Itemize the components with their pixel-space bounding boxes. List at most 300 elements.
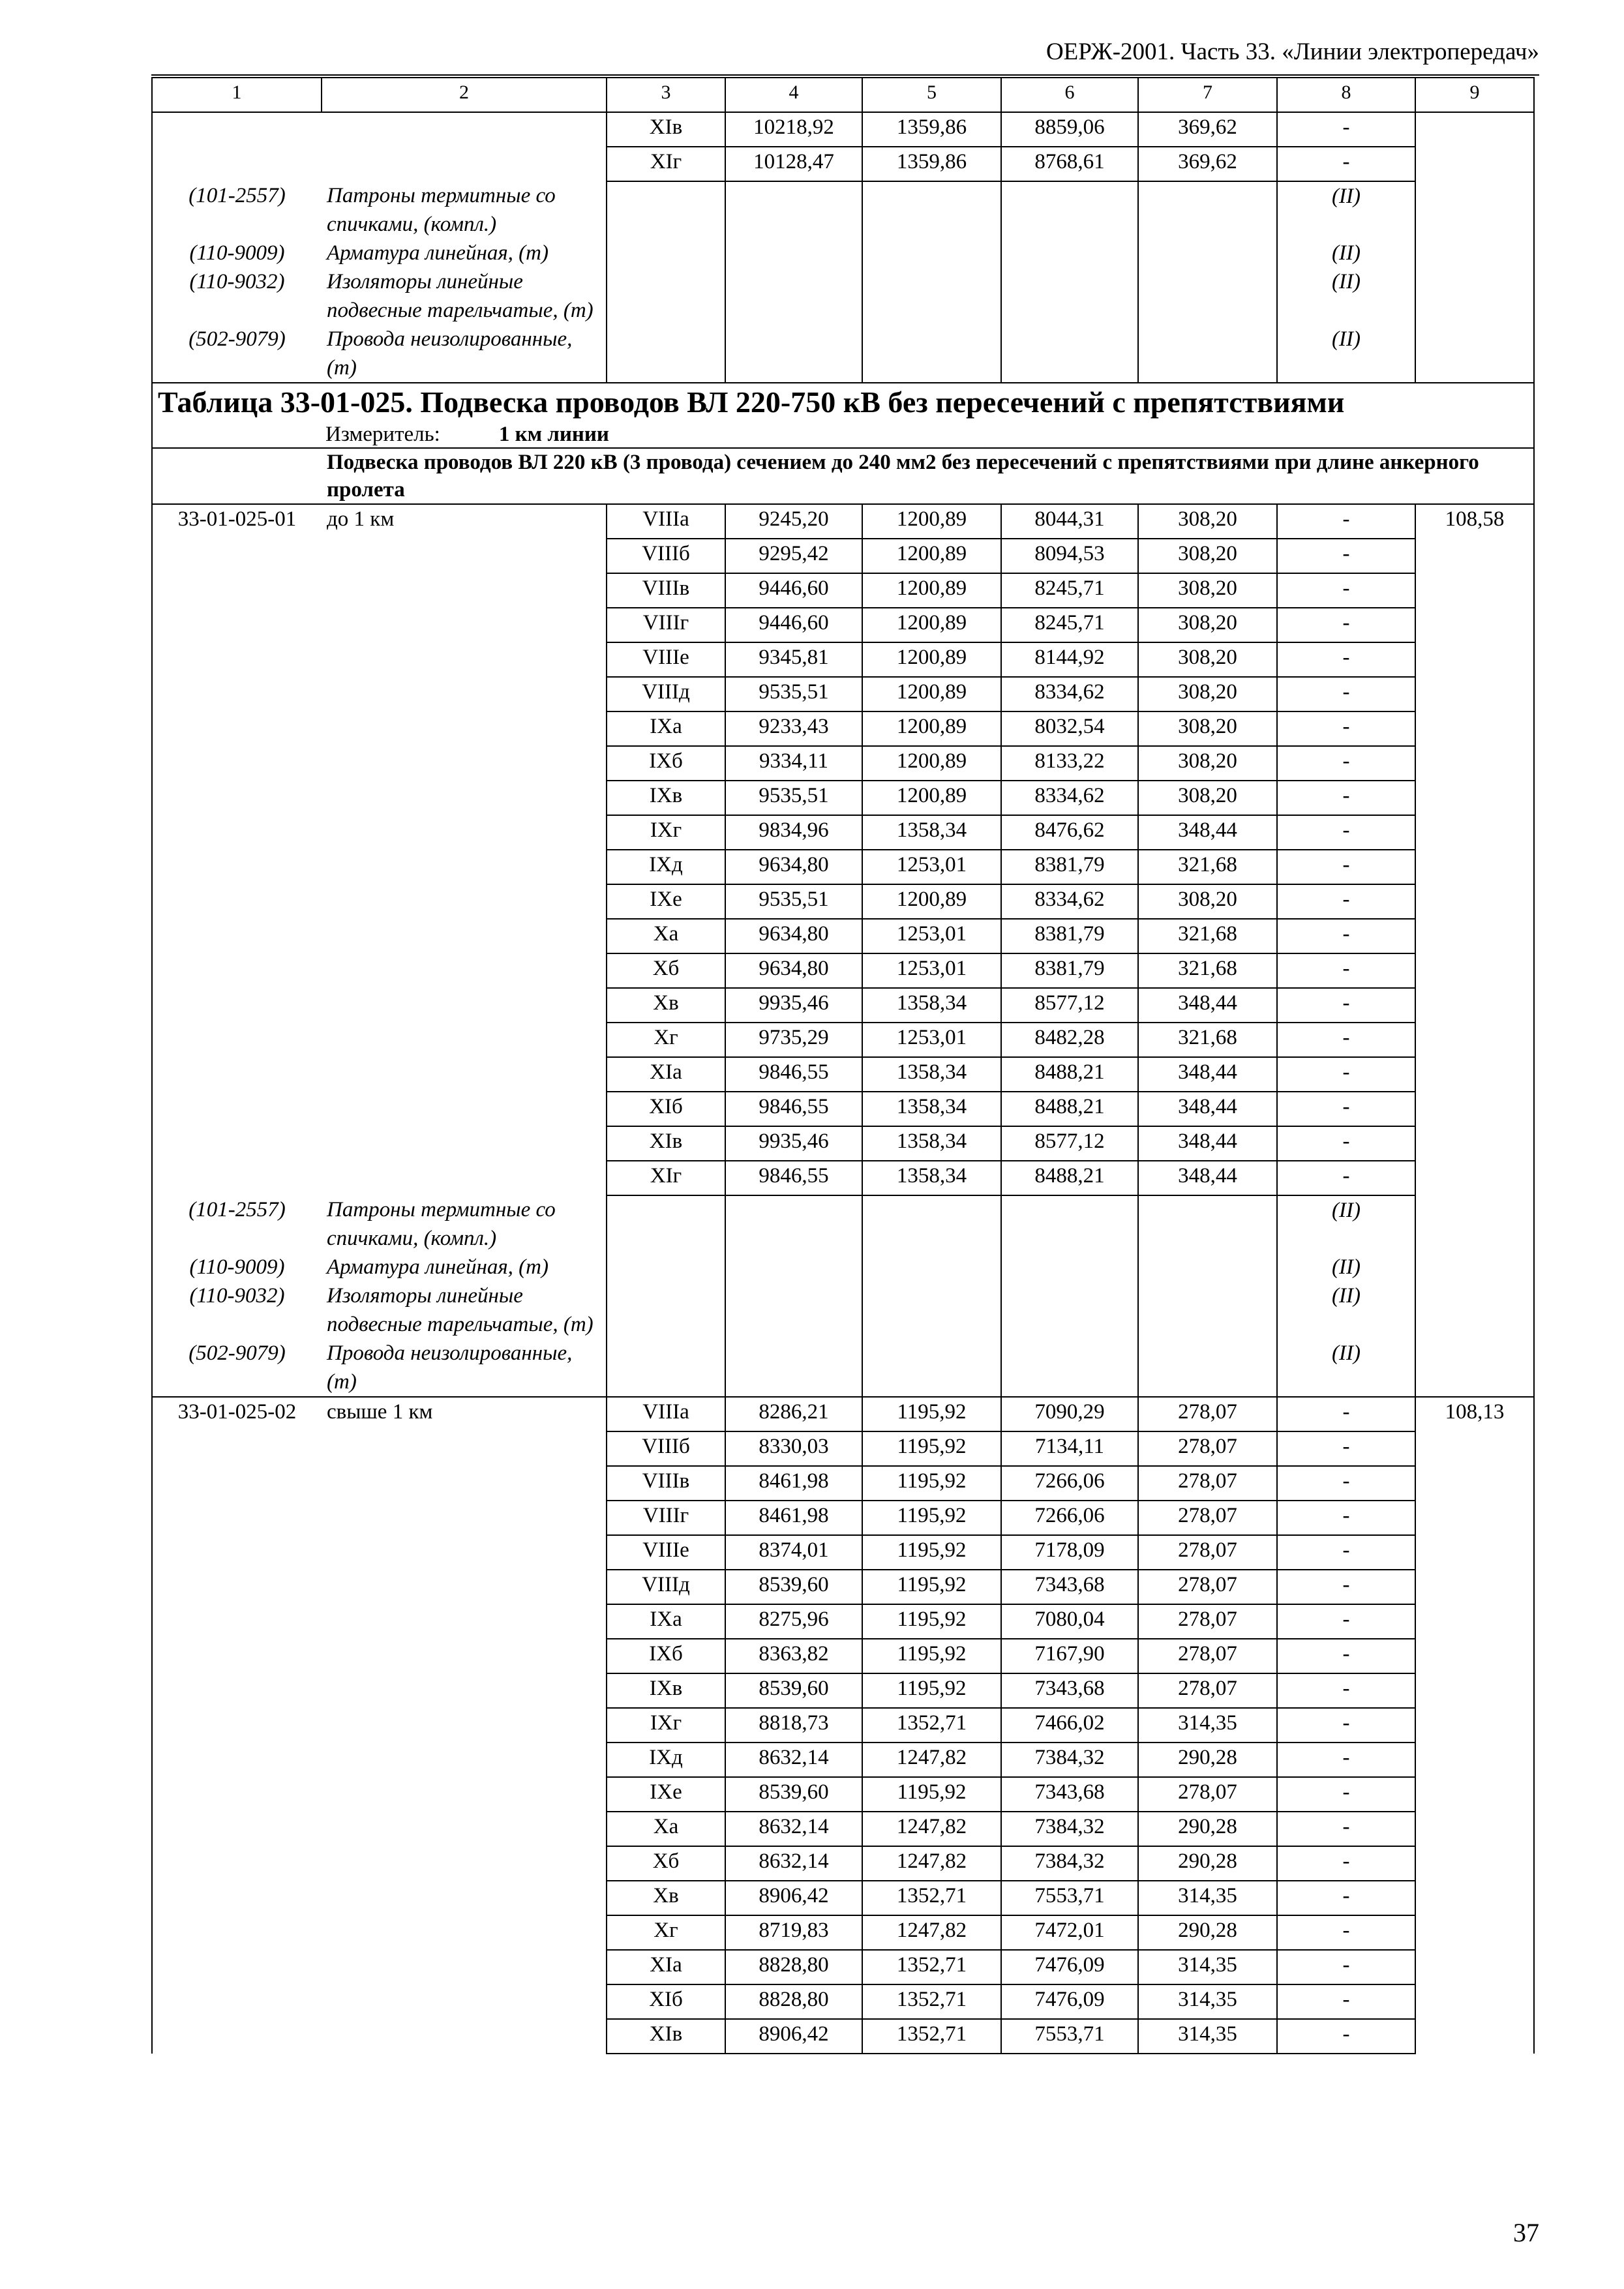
value-cell: -: [1277, 1639, 1415, 1673]
category-cell: Xа: [607, 919, 725, 953]
unit-value: 1 км линии: [498, 423, 609, 446]
table-row: [152, 504, 1534, 539]
value-cell: 369,62: [1138, 112, 1277, 147]
value-cell: 8859,06: [1001, 112, 1138, 147]
category-cell: VIIIа: [607, 1397, 725, 1431]
running-header: ОЕРЖ-2001. Часть 33. «Линии электропередач»: [1045, 38, 1539, 65]
value-cell: 8768,61: [1001, 147, 1138, 181]
category-cell: Xв: [607, 1881, 725, 1915]
value-cell: 1358,34: [862, 1092, 1001, 1126]
value-cell: -: [1277, 1501, 1415, 1535]
material-row: [152, 325, 1534, 383]
value-cell: 1200,89: [862, 608, 1001, 642]
material-name: Провода неизолированные, (т): [322, 325, 607, 383]
header-rule: [151, 74, 1539, 76]
value-cell: 8461,98: [725, 1501, 862, 1535]
value-cell: 9846,55: [725, 1161, 862, 1195]
material-name: Изоляторы линейные подвесные тарельчатые, (т): [322, 1281, 607, 1339]
value-cell: 278,07: [1138, 1535, 1277, 1570]
category-cell: XIг: [607, 147, 725, 181]
category-cell: IXе: [607, 884, 725, 919]
value-cell: 7553,71: [1001, 2019, 1138, 2054]
value-cell: 1253,01: [862, 953, 1001, 988]
value-cell: 1195,92: [862, 1431, 1001, 1466]
value-cell: 1247,82: [862, 1846, 1001, 1881]
value-cell: 314,35: [1138, 1950, 1277, 1984]
value-cell: -: [1277, 573, 1415, 608]
value-cell: 7466,02: [1001, 1708, 1138, 1743]
column-number-row: [152, 78, 1534, 112]
value-cell: 7476,09: [1001, 1984, 1138, 2019]
value-cell: 369,62: [1138, 147, 1277, 181]
value-cell: -: [1277, 1812, 1415, 1846]
value-cell: 8577,12: [1001, 988, 1138, 1023]
value-cell: 9345,81: [725, 642, 862, 677]
category-cell: VIIIд: [607, 1570, 725, 1604]
value-cell: 1195,92: [862, 1397, 1001, 1431]
column-number: 3: [607, 78, 725, 112]
value-cell: 7178,09: [1001, 1535, 1138, 1570]
value-cell: -: [1277, 1092, 1415, 1126]
material-code: (101-2557): [152, 181, 322, 239]
material-name: Патроны термитные со спичками, (компл.): [322, 1195, 607, 1253]
material-code: (502-9079): [152, 1339, 322, 1397]
value-cell: 8632,14: [725, 1812, 862, 1846]
material-name: Арматура линейная, (т): [322, 239, 607, 267]
column-number: 9: [1415, 78, 1534, 112]
value-cell: 8539,60: [725, 1673, 862, 1708]
value-cell: 8133,22: [1001, 746, 1138, 781]
category-cell: VIIIе: [607, 1535, 725, 1570]
value-cell: 278,07: [1138, 1501, 1277, 1535]
value-cell: 308,20: [1138, 746, 1277, 781]
value-cell: 7343,68: [1001, 1777, 1138, 1812]
material-row: [152, 1253, 1534, 1281]
value-cell: 321,68: [1138, 953, 1277, 988]
value-cell: 10128,47: [725, 147, 862, 181]
value-cell: 1358,34: [862, 1126, 1001, 1161]
value-cell: 8632,14: [725, 1846, 862, 1881]
category-cell: XIв: [607, 112, 725, 147]
material-code: (101-2557): [152, 1195, 322, 1253]
category-cell: IXа: [607, 711, 725, 746]
value-cell: 7080,04: [1001, 1604, 1138, 1639]
value-cell: 1253,01: [862, 919, 1001, 953]
value-cell: 9846,55: [725, 1057, 862, 1092]
category-cell: XIг: [607, 1161, 725, 1195]
value-cell: -: [1277, 884, 1415, 919]
category-cell: VIIIб: [607, 1431, 725, 1466]
value-cell: 8719,83: [725, 1915, 862, 1950]
category-cell: IXд: [607, 850, 725, 884]
section-heading: Подвеска проводов ВЛ 220 кВ (3 провода) сечением до 240 мм2 без пересечений с препятствиями при длине анкерного пролета: [322, 448, 1534, 504]
value-cell: -: [1277, 1057, 1415, 1092]
position-code: 33-01-025-02: [152, 1397, 322, 2054]
value-cell: 290,28: [1138, 1812, 1277, 1846]
column-number: 2: [322, 78, 607, 112]
value-cell: 1352,71: [862, 2019, 1001, 2054]
value-cell: -: [1277, 1950, 1415, 1984]
material-name: Арматура линейная, (т): [322, 1253, 607, 1281]
column-number: 6: [1001, 78, 1138, 112]
value-cell: 9735,29: [725, 1023, 862, 1057]
value-cell: -: [1277, 1673, 1415, 1708]
category-cell: IXд: [607, 1743, 725, 1777]
value-cell: 7553,71: [1001, 1881, 1138, 1915]
material-mark: (II): [1277, 1253, 1415, 1281]
category-cell: VIIIв: [607, 573, 725, 608]
category-cell: IXг: [607, 815, 725, 850]
value-cell: 7384,32: [1001, 1812, 1138, 1846]
value-cell: 7343,68: [1001, 1570, 1138, 1604]
material-code: (110-9009): [152, 1253, 322, 1281]
value-cell: 8334,62: [1001, 781, 1138, 815]
table-row: [152, 112, 1534, 147]
value-cell: 1358,34: [862, 1057, 1001, 1092]
unit-of-measure: [158, 421, 1528, 447]
value-cell: 9634,80: [725, 919, 862, 953]
value-cell: 314,35: [1138, 1881, 1277, 1915]
value-cell: 7090,29: [1001, 1397, 1138, 1431]
value-cell: 321,68: [1138, 1023, 1277, 1057]
value-cell: -: [1277, 1397, 1415, 1431]
value-cell: 1195,92: [862, 1535, 1001, 1570]
value-cell: 278,07: [1138, 1639, 1277, 1673]
value-cell: 8381,79: [1001, 850, 1138, 884]
value-cell: 9245,20: [725, 504, 862, 539]
value-cell: 314,35: [1138, 1984, 1277, 2019]
value-cell: -: [1277, 1708, 1415, 1743]
category-cell: IXб: [607, 1639, 725, 1673]
value-cell: 9846,55: [725, 1092, 862, 1126]
category-cell: VIIIв: [607, 1466, 725, 1501]
value-cell: 1352,71: [862, 1708, 1001, 1743]
category-cell: IXв: [607, 1673, 725, 1708]
value-cell: -: [1277, 850, 1415, 884]
value-cell: 9446,60: [725, 608, 862, 642]
category-cell: IXе: [607, 1777, 725, 1812]
category-cell: VIIIб: [607, 539, 725, 573]
material-mark: (II): [1277, 1195, 1415, 1253]
value-cell: -: [1277, 504, 1415, 539]
material-row: [152, 239, 1534, 267]
value-cell: 7266,06: [1001, 1466, 1138, 1501]
value-cell: 9935,46: [725, 1126, 862, 1161]
column-number: 4: [725, 78, 862, 112]
value-cell: 1200,89: [862, 573, 1001, 608]
material-code: (502-9079): [152, 325, 322, 383]
value-cell: 308,20: [1138, 884, 1277, 919]
material-mark: (II): [1277, 239, 1415, 267]
value-cell: 314,35: [1138, 2019, 1277, 2054]
value-cell: 278,07: [1138, 1466, 1277, 1501]
value-cell: 8828,80: [725, 1950, 862, 1984]
value-cell: 308,20: [1138, 677, 1277, 711]
column-number: 7: [1138, 78, 1277, 112]
value-cell: 1352,71: [862, 1881, 1001, 1915]
value-cell: 348,44: [1138, 1126, 1277, 1161]
material-name: Изоляторы линейные подвесные тарельчатые, (т): [322, 267, 607, 325]
value-cell: 9233,43: [725, 711, 862, 746]
category-cell: XIб: [607, 1092, 725, 1126]
value-cell: -: [1277, 1466, 1415, 1501]
value-cell: 8245,71: [1001, 573, 1138, 608]
norms-table: [151, 77, 1535, 2054]
value-cell: 308,20: [1138, 608, 1277, 642]
value-cell: 1195,92: [862, 1639, 1001, 1673]
value-cell: 7266,06: [1001, 1501, 1138, 1535]
category-cell: IXа: [607, 1604, 725, 1639]
value-cell: 1247,82: [862, 1743, 1001, 1777]
category-cell: IXб: [607, 746, 725, 781]
value-cell: 9535,51: [725, 884, 862, 919]
category-cell: VIIIа: [607, 504, 725, 539]
value-cell: 8906,42: [725, 2019, 862, 2054]
value-cell: 278,07: [1138, 1604, 1277, 1639]
value-cell: 8245,71: [1001, 608, 1138, 642]
value-cell: 8032,54: [1001, 711, 1138, 746]
value-cell: 1195,92: [862, 1501, 1001, 1535]
value-cell: 8828,80: [725, 1984, 862, 2019]
table-title: Таблица 33-01-025. Подвеска проводов ВЛ 220-750 кВ без пересечений с препятствиями: [158, 385, 1345, 419]
value-cell: 1247,82: [862, 1915, 1001, 1950]
total-cell: 108,13: [1415, 1397, 1534, 2054]
value-cell: 348,44: [1138, 1092, 1277, 1126]
value-cell: 278,07: [1138, 1673, 1277, 1708]
value-cell: 8539,60: [725, 1777, 862, 1812]
category-cell: XIв: [607, 2019, 725, 2054]
value-cell: 7472,01: [1001, 1915, 1138, 1950]
value-cell: -: [1277, 1984, 1415, 2019]
page-number: 37: [1513, 2218, 1539, 2247]
material-mark: (II): [1277, 1339, 1415, 1397]
value-cell: 8374,01: [725, 1535, 862, 1570]
value-cell: 8488,21: [1001, 1161, 1138, 1195]
value-cell: 8381,79: [1001, 953, 1138, 988]
value-cell: 348,44: [1138, 1057, 1277, 1092]
value-cell: -: [1277, 1431, 1415, 1466]
total-cell: 108,58: [1415, 504, 1534, 1195]
value-cell: 1200,89: [862, 781, 1001, 815]
value-cell: 308,20: [1138, 573, 1277, 608]
value-cell: -: [1277, 1881, 1415, 1915]
value-cell: 1195,92: [862, 1466, 1001, 1501]
material-mark: (II): [1277, 325, 1415, 383]
category-cell: IXг: [607, 1708, 725, 1743]
value-cell: 278,07: [1138, 1777, 1277, 1812]
value-cell: -: [1277, 781, 1415, 815]
value-cell: -: [1277, 608, 1415, 642]
value-cell: -: [1277, 2019, 1415, 2054]
value-cell: -: [1277, 1570, 1415, 1604]
value-cell: 278,07: [1138, 1397, 1277, 1431]
category-cell: VIIIе: [607, 642, 725, 677]
value-cell: 8632,14: [725, 1743, 862, 1777]
category-cell: Xа: [607, 1812, 725, 1846]
material-code: (110-9032): [152, 1281, 322, 1339]
value-cell: 1358,34: [862, 988, 1001, 1023]
category-cell: XIа: [607, 1057, 725, 1092]
category-cell: XIа: [607, 1950, 725, 1984]
value-cell: 8330,03: [725, 1431, 862, 1466]
value-cell: 7167,90: [1001, 1639, 1138, 1673]
value-cell: 1352,71: [862, 1984, 1001, 2019]
category-cell: VIIIг: [607, 1501, 725, 1535]
value-cell: 1195,92: [862, 1777, 1001, 1812]
value-cell: 1247,82: [862, 1812, 1001, 1846]
category-cell: Xг: [607, 1023, 725, 1057]
material-name: Патроны термитные со спичками, (компл.): [322, 181, 607, 239]
value-cell: 8818,73: [725, 1708, 862, 1743]
section-heading-row: [152, 448, 1534, 504]
value-cell: 308,20: [1138, 642, 1277, 677]
value-cell: 348,44: [1138, 988, 1277, 1023]
value-cell: 7476,09: [1001, 1950, 1138, 1984]
value-cell: 9634,80: [725, 953, 862, 988]
value-cell: 9535,51: [725, 781, 862, 815]
value-cell: 1200,89: [862, 711, 1001, 746]
value-cell: 8044,31: [1001, 504, 1138, 539]
value-cell: 8334,62: [1001, 884, 1138, 919]
value-cell: 8906,42: [725, 1881, 862, 1915]
value-cell: 278,07: [1138, 1431, 1277, 1466]
value-cell: 278,07: [1138, 1570, 1277, 1604]
position-name: свыше 1 км: [322, 1397, 607, 2054]
value-cell: 1253,01: [862, 850, 1001, 884]
value-cell: 290,28: [1138, 1915, 1277, 1950]
category-cell: XIб: [607, 1984, 725, 2019]
value-cell: -: [1277, 1743, 1415, 1777]
material-row: [152, 1339, 1534, 1397]
table-title-row: [152, 383, 1534, 448]
category-cell: VIIIд: [607, 677, 725, 711]
value-cell: -: [1277, 1777, 1415, 1812]
value-cell: 290,28: [1138, 1846, 1277, 1881]
value-cell: 1200,89: [862, 884, 1001, 919]
value-cell: 290,28: [1138, 1743, 1277, 1777]
value-cell: 1200,89: [862, 677, 1001, 711]
value-cell: -: [1277, 677, 1415, 711]
value-cell: -: [1277, 1023, 1415, 1057]
table-row: [152, 1397, 1534, 1431]
value-cell: 321,68: [1138, 919, 1277, 953]
value-cell: -: [1277, 953, 1415, 988]
value-cell: 1200,89: [862, 539, 1001, 573]
value-cell: -: [1277, 1604, 1415, 1639]
value-cell: 8488,21: [1001, 1092, 1138, 1126]
value-cell: 7384,32: [1001, 1846, 1138, 1881]
value-cell: -: [1277, 147, 1415, 181]
value-cell: 9334,11: [725, 746, 862, 781]
value-cell: 1359,86: [862, 147, 1001, 181]
material-mark: (II): [1277, 267, 1415, 325]
value-cell: -: [1277, 919, 1415, 953]
value-cell: -: [1277, 746, 1415, 781]
value-cell: 9935,46: [725, 988, 862, 1023]
category-cell: IXв: [607, 781, 725, 815]
material-row: [152, 181, 1534, 239]
material-code: (110-9009): [152, 239, 322, 267]
value-cell: 1358,34: [862, 815, 1001, 850]
value-cell: 1200,89: [862, 642, 1001, 677]
material-code: (110-9032): [152, 267, 322, 325]
category-cell: Xв: [607, 988, 725, 1023]
value-cell: 8144,92: [1001, 642, 1138, 677]
value-cell: 8482,28: [1001, 1023, 1138, 1057]
value-cell: 9446,60: [725, 573, 862, 608]
value-cell: 1195,92: [862, 1604, 1001, 1639]
value-cell: -: [1277, 642, 1415, 677]
value-cell: -: [1277, 815, 1415, 850]
material-row: [152, 267, 1534, 325]
material-mark: (II): [1277, 1281, 1415, 1339]
value-cell: 308,20: [1138, 539, 1277, 573]
value-cell: 7343,68: [1001, 1673, 1138, 1708]
value-cell: 1352,71: [862, 1950, 1001, 1984]
value-cell: 8334,62: [1001, 677, 1138, 711]
value-cell: 8461,98: [725, 1466, 862, 1501]
value-cell: -: [1277, 711, 1415, 746]
value-cell: -: [1277, 1126, 1415, 1161]
value-cell: 8094,53: [1001, 539, 1138, 573]
value-cell: 9295,42: [725, 539, 862, 573]
category-cell: Xб: [607, 1846, 725, 1881]
value-cell: 8488,21: [1001, 1057, 1138, 1092]
material-mark: (II): [1277, 181, 1415, 239]
value-cell: 7384,32: [1001, 1743, 1138, 1777]
position-code: 33-01-025-01: [152, 504, 322, 1195]
value-cell: 348,44: [1138, 815, 1277, 850]
unit-label: Измеритель:: [325, 423, 440, 446]
value-cell: -: [1277, 988, 1415, 1023]
value-cell: 9834,96: [725, 815, 862, 850]
column-number: 5: [862, 78, 1001, 112]
value-cell: -: [1277, 1846, 1415, 1881]
value-cell: -: [1277, 539, 1415, 573]
value-cell: 1200,89: [862, 746, 1001, 781]
value-cell: 8381,79: [1001, 919, 1138, 953]
value-cell: 1200,89: [862, 504, 1001, 539]
value-cell: 1195,92: [862, 1673, 1001, 1708]
value-cell: 308,20: [1138, 781, 1277, 815]
value-cell: 1359,86: [862, 112, 1001, 147]
category-cell: Xб: [607, 953, 725, 988]
value-cell: 8363,82: [725, 1639, 862, 1673]
value-cell: 348,44: [1138, 1161, 1277, 1195]
column-number: 8: [1277, 78, 1415, 112]
position-name: до 1 км: [322, 504, 607, 1195]
value-cell: -: [1277, 1535, 1415, 1570]
category-cell: VIIIг: [607, 608, 725, 642]
value-cell: 308,20: [1138, 711, 1277, 746]
value-cell: 9535,51: [725, 677, 862, 711]
value-cell: -: [1277, 112, 1415, 147]
value-cell: 8476,62: [1001, 815, 1138, 850]
value-cell: 8539,60: [725, 1570, 862, 1604]
value-cell: 1195,92: [862, 1570, 1001, 1604]
category-cell: XIв: [607, 1126, 725, 1161]
category-cell: Xг: [607, 1915, 725, 1950]
material-row: [152, 1195, 1534, 1253]
value-cell: -: [1277, 1161, 1415, 1195]
value-cell: 9634,80: [725, 850, 862, 884]
value-cell: 7134,11: [1001, 1431, 1138, 1466]
value-cell: 321,68: [1138, 850, 1277, 884]
value-cell: 1358,34: [862, 1161, 1001, 1195]
material-name: Провода неизолированные, (т): [322, 1339, 607, 1397]
column-number: 1: [152, 78, 322, 112]
value-cell: -: [1277, 1915, 1415, 1950]
